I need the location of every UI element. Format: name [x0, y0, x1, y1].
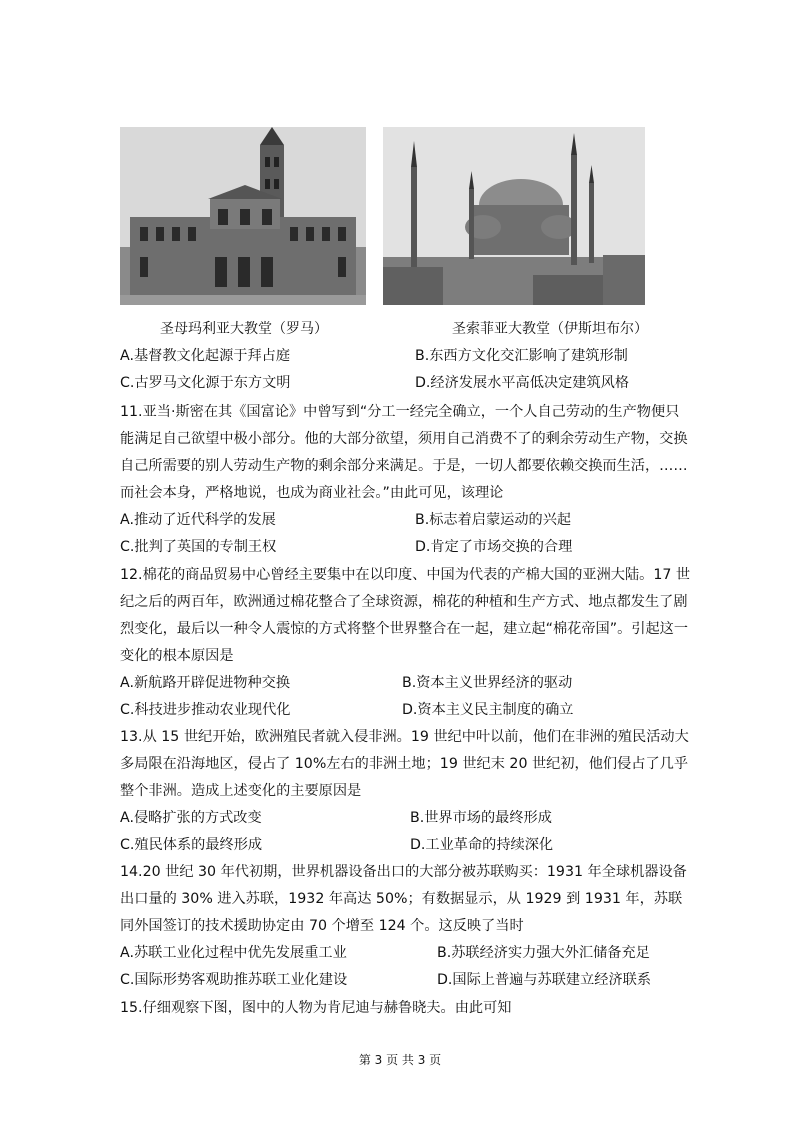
q14-option-d: D.国际上普遍与苏联建立经济联系 [437, 972, 652, 988]
q12-stem-line: 变化的根本原因是 [120, 648, 234, 664]
image-caption-2: 圣索菲亚大教堂（伊斯坦布尔） [452, 321, 648, 337]
q10-option-a: A.基督教文化起源于拜占庭 [120, 348, 291, 364]
q14-option-a: A.苏联工业化过程中优先发展重工业 [120, 945, 347, 961]
q12-option-c: C.科技进步推动农业现代化 [120, 702, 291, 718]
image-caption-1: 圣母玛利亚大教堂（罗马） [160, 321, 328, 337]
q10-option-b: B.东西方文化交汇影响了建筑形制 [415, 348, 628, 364]
q14-stem-line: 14.20 世纪 30 年代初期，世界机器设备出口的大部分被苏联购买：1931 年全球机器设备 [120, 864, 687, 880]
q11-option-b: B.标志着启蒙运动的兴起 [415, 512, 572, 528]
q11-stem-line: 11.亚当·斯密在其《国富论》中曾写到“分工一经完全确立，一个人自己劳动的生产物便只 [120, 404, 680, 420]
q13-stem-line: 整个非洲。造成上述变化的主要原因是 [120, 783, 362, 799]
q14-option-b: B.苏联经济实力强大外汇储备充足 [437, 945, 650, 961]
q11-option-d: D.肯定了市场交换的合理 [415, 539, 573, 555]
q12-option-a: A.新航路开辟促进物种交换 [120, 675, 291, 691]
santa-maria-maggiore-photo [120, 127, 366, 305]
q12-stem-line: 烈变化，最后以一种令人震惊的方式将整个世界整合在一起，建立起“棉花帝国”。引起这一 [120, 621, 689, 637]
q14-stem-line: 同外国签订的技术援助协定由 70 个增至 124 个。这反映了当时 [120, 918, 524, 934]
q11-option-a: A.推动了近代科学的发展 [120, 512, 276, 528]
q11-stem-line: 能满足自己欲望中极小部分。他的大部分欲望，须用自己消费不了的剩余劳动生产物，交换 [120, 431, 688, 447]
q13-option-d: D.工业革命的持续深化 [410, 837, 554, 853]
hagia-sophia-photo [383, 127, 645, 305]
q13-stem-line: 13.从 15 世纪开始，欧洲殖民者就入侵非洲。19 世纪中叶以前，他们在非洲的殖民活动大 [120, 729, 689, 745]
page-footer: 第 3 页 共 3 页 [358, 1053, 442, 1067]
q11-stem-line: 而社会本身，严格地说，也成为商业社会。”由此可见，该理论 [120, 485, 504, 501]
q12-stem-line: 纪之后的两百年，欧洲通过棉花整合了全球资源，棉花的种植和生产方式、地点都发生了剧 [120, 594, 688, 610]
q14-option-c: C.国际形势客观助推苏联工业化建设 [120, 972, 348, 988]
q13-option-b: B.世界市场的最终形成 [410, 810, 552, 826]
q11-stem-line: 自己所需要的别人劳动生产物的剩余部分来满足。于是，一切人都要依赖交换而生活，…… [120, 458, 688, 474]
q13-option-a: A.侵略扩张的方式改变 [120, 810, 262, 826]
q13-option-c: C.殖民体系的最终形成 [120, 837, 263, 853]
q10-option-c: C.古罗马文化源于东方文明 [120, 375, 291, 391]
q11-option-c: C.批判了英国的专制王权 [120, 539, 277, 555]
q10-option-d: D.经济发展水平高低决定建筑风格 [415, 375, 630, 391]
q12-option-d: D.资本主义民主制度的确立 [402, 702, 574, 718]
q13-stem-line: 多局限在沿海地区，侵占了 10%左右的非洲土地；19 世纪末 20 世纪初，他们侵占了几乎 [120, 756, 689, 772]
q12-stem-line: 12.棉花的商品贸易中心曾经主要集中在以印度、中国为代表的产棉大国的亚洲大陆。17 世 [120, 567, 691, 583]
q14-stem-line: 出口量的 30% 进入苏联，1932 年高达 50%；有数据显示，从 1929 到 1931 年，苏联 [120, 891, 683, 907]
q12-option-b: B.资本主义世界经济的驱动 [402, 675, 573, 691]
q15-stem-line: 15.仔细观察下图，图中的人物为肯尼迪与赫鲁晓夫。由此可知 [120, 1000, 512, 1016]
